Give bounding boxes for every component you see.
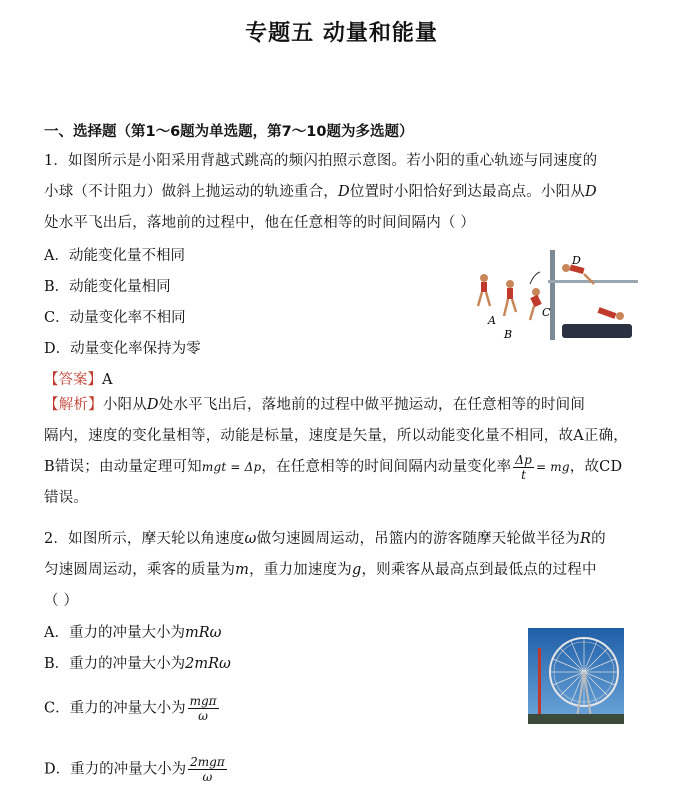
q2-option-b[interactable] [44,652,231,673]
q2-text: ，则乘客从最高点到最低点的过程中 [361,562,597,578]
analysis-line3a: B错误；由动量定理可知 [44,459,202,475]
jumper-a [478,274,490,306]
q1-stem-line2a: 小球（不计阻力）做斜上抛运动的轨迹重合， [44,184,338,200]
q1-stem-line3: 处水平飞出后，落地前的过程中，他在任意相等的时间间隔内（ ） [44,215,476,231]
q2-text: 匀速圆周运动，乘客的质量为 [44,562,236,578]
q1-option-a[interactable]: A．动能变化量不相同 [44,248,185,264]
q1-answer [44,368,112,389]
analysis-line3c: ，故CD [569,459,623,475]
q2-var-omega: ω [244,531,257,547]
q2-text: 2．如图所示，摩天轮以角速度 [44,531,245,547]
answer-label: 【答案】 [44,372,102,388]
figure-label-c: C [542,306,551,319]
option-expr: mRω [184,625,222,641]
ferris-wheel-photo [528,628,624,724]
fraction-denominator: ω [198,709,208,723]
q2-blank: （ ） [44,593,79,609]
q1-option-d[interactable]: D．动量变化率保持为零 [44,341,201,357]
page-title: 专题五 动量和能量 [245,21,438,46]
question-2-stem [44,524,644,617]
option-fraction [188,755,227,784]
q2-var-r: R [579,531,592,547]
q1-analysis [44,390,644,514]
analysis-line4: 错误。 [44,490,89,506]
fraction-denominator: t [521,467,527,482]
ground [528,714,624,724]
analysis-label: 【解析】 [44,397,103,413]
option-text: C．重力的冲量大小为 [44,700,186,717]
option-fraction [188,694,219,723]
q1-option-c[interactable]: C．动量变化率不相同 [44,310,186,326]
q1-stem-line2b: 位置时小阳恰好到达最高点。小阳从 [349,184,586,200]
landing-mat [562,324,632,338]
rate-fraction [513,453,534,482]
q2-option-d[interactable] [44,755,229,784]
jumper-b [504,280,516,316]
trajectory-arrow [530,272,540,284]
figure-label-b: B [504,328,513,341]
question-1-stem [44,146,644,239]
q1-var-D: D [338,184,350,200]
option-text: D．重力的冲量大小为 [44,761,187,778]
option-text: B．重力的冲量大小为 [44,656,186,672]
q2-var-g: g [351,562,362,578]
q2-text: 的 [591,531,606,547]
fraction-numerator: mgπ [189,694,217,708]
fraction-rhs: = mg [536,460,570,474]
analysis-text: 小阳从 [102,397,147,413]
jumper-c [530,288,542,320]
analysis-line2: 隔内，速度的变化量相等，动能是标量，速度是矢量，所以动能变化量不相同，故A正确， [44,428,628,444]
section-heading: 一、选择题（第1～6题为单选题，第7～10题为多选题） [44,124,414,140]
fraction-denominator: ω [202,770,213,784]
tower [538,648,541,724]
jumper-landing [598,307,624,320]
q2-var-m: m [235,562,250,578]
q1-var-D: D [585,184,597,200]
option-text: A．重力的冲量大小为 [44,625,185,641]
figure-label-d: D [572,254,581,267]
jump-pole [550,250,555,340]
analysis-var-D: D [146,397,159,413]
q1-stem-line1: 1．如图所示是小阳采用背越式跳高的频闪拍照示意图。若小阳的重心轨迹与同速度的 [44,153,598,169]
analysis-text: 处水平飞出后，落地前的过程中做平抛运动，在任意相等的时间间 [158,397,586,413]
fraction-numerator: Δp [515,452,533,467]
q2-text: ，重力加速度为 [249,562,352,578]
q2-option-c[interactable] [44,694,221,723]
analysis-line3b: ，在任意相等的时间间隔内动量变化率 [261,459,512,475]
option-expr: 2mRω [185,656,231,672]
q2-text: 做匀速圆周运动，吊篮内的游客随摩天轮做半径为 [256,531,580,547]
q2-option-a[interactable] [44,621,221,642]
fraction-numerator: 2mgπ [190,755,225,769]
high-jump-figure [470,244,642,344]
q1-option-b[interactable]: B．动能变化量相同 [44,279,171,295]
answer-value: A [102,372,113,388]
figure-label-a: A [488,314,496,327]
impulse-formula: mgt = Δp [201,460,262,474]
